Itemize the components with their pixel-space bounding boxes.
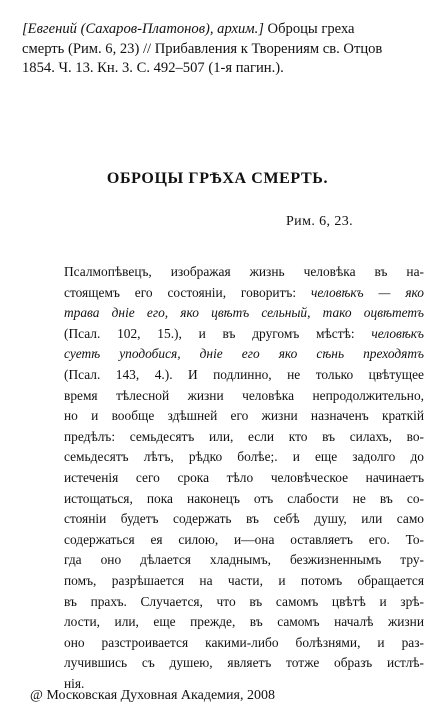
text-segment: но и вообще здѣшней его жизни назначенъ краткій bbox=[64, 408, 424, 424]
text-segment: нія. bbox=[64, 675, 85, 691]
text-line bbox=[64, 612, 424, 633]
italic-quote: трава дніе его, яко цвѣтъ сельный, тако оцвѣтетъ bbox=[64, 305, 424, 321]
citation-line-3: 1854. Ч. 13. Кн. 3. С. 492–507 (1-я пагин.). bbox=[22, 60, 284, 76]
text-line bbox=[64, 344, 424, 365]
body-paragraph bbox=[64, 262, 424, 694]
text-segment: время тѣлесной жизни человѣка непродолжительно, bbox=[64, 387, 424, 403]
copyright-footer: @ Московская Духовная Академия, 2008 bbox=[30, 688, 275, 703]
citation-line-2: смерть (Рим. 6, 23) // Прибавления к Творениям св. Отцов bbox=[22, 40, 383, 57]
text-line bbox=[64, 365, 424, 386]
text-segment: помъ, разрѣшается на части, и потомъ обращается bbox=[64, 572, 424, 588]
text-line bbox=[64, 550, 424, 571]
text-line bbox=[64, 447, 424, 468]
text-line bbox=[64, 509, 424, 530]
text-line bbox=[64, 406, 424, 427]
citation-title: Оброцы греха bbox=[263, 21, 355, 37]
article-title: ОБРОЦЫ ГРѢХА СМЕРТЬ. bbox=[106, 170, 329, 187]
text-line bbox=[64, 386, 424, 407]
text-segment: истощаться, пока наконецъ отъ слабости не въ со- bbox=[64, 490, 424, 506]
text-segment: въ прахъ. Случается, что въ самомъ цвѣтѣ и зрѣ- bbox=[64, 593, 424, 609]
text-line bbox=[64, 592, 424, 613]
text-line bbox=[64, 303, 424, 324]
text-segment: лучившись съ душею, являетъ тотже образъ истлѣ- bbox=[64, 655, 424, 671]
text-line bbox=[64, 283, 424, 304]
text-segment: (Псал. 102, 15.), и въ другомъ мѣстѣ: bbox=[64, 325, 372, 341]
italic-quote: человѣкъ — яко bbox=[310, 284, 424, 300]
citation-line-1 bbox=[22, 20, 422, 40]
text-segment: (Псал. 143, 4.). И подлинно, не только цвѣтущее bbox=[64, 366, 424, 382]
text-line bbox=[64, 530, 424, 551]
text-segment: истеченія сего срока тѣло человѣческое начинаетъ bbox=[64, 469, 424, 485]
text-line bbox=[64, 571, 424, 592]
citation-author: [Евгений (Сахаров-Платонов), архим.] bbox=[22, 21, 264, 37]
text-segment: предѣлъ: семьдесятъ или, если кто въ силахъ, во- bbox=[64, 428, 424, 444]
text-line bbox=[64, 427, 424, 448]
text-segment: семьдесятъ лѣтъ, рѣдко болѣе;. и еще задолго до bbox=[64, 449, 424, 465]
bibliographic-citation bbox=[22, 20, 422, 79]
text-segment: Псалмопѣвецъ, изображая жизнь человѣка въ на- bbox=[64, 264, 424, 279]
text-segment: стояніи будетъ содержать въ себѣ душу, или само bbox=[64, 511, 424, 527]
text-line bbox=[64, 633, 424, 654]
text-segment: оно разстроивается какими-либо болѣзнями, и раз- bbox=[64, 634, 424, 650]
italic-quote: человѣкъ bbox=[371, 325, 424, 341]
text-segment: содержаться ея силою, и—она оставляетъ его. То- bbox=[64, 531, 424, 547]
text-line bbox=[64, 489, 424, 510]
text-line bbox=[64, 468, 424, 489]
text-line bbox=[64, 324, 424, 345]
italic-quote: суетѣ уподобися, дніе его яко сѣнь преходятъ bbox=[64, 346, 424, 362]
text-segment: стоящемъ его состояніи, говоритъ: bbox=[64, 284, 311, 300]
text-segment: гда оно дѣлается хладнымъ, безжизненнымъ тру- bbox=[64, 552, 424, 568]
scripture-reference: Рим. 6, 23. bbox=[286, 214, 354, 229]
text-line bbox=[64, 262, 424, 283]
text-line bbox=[64, 653, 424, 674]
text-segment: лости, или, еще прежде, въ самомъ началѣ жизни bbox=[64, 614, 424, 630]
